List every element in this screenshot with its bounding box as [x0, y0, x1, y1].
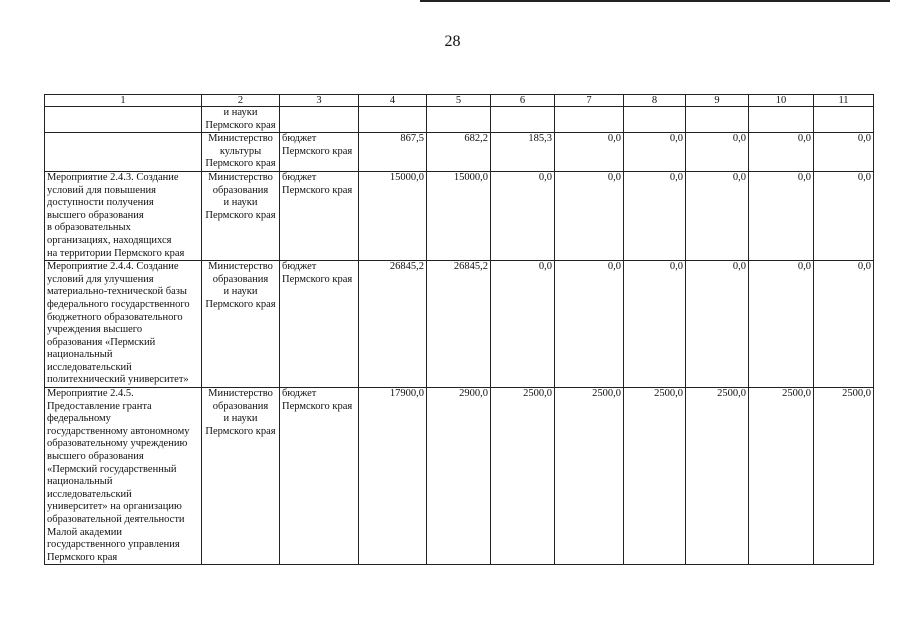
activity-cell-line: национальный	[47, 476, 113, 488]
activity-cell-line: исследовательский	[47, 488, 132, 500]
activity-cell-line: образования «Пермский	[47, 336, 156, 348]
value-cell	[749, 133, 814, 172]
activity-cell-line: Мероприятие 2.4.3. Создание	[47, 171, 179, 183]
value-cell	[624, 261, 686, 388]
value-cell	[427, 388, 491, 565]
value-text: 0,0	[732, 133, 746, 145]
source-cell	[280, 107, 359, 133]
header-cell: 4	[359, 95, 427, 107]
header-cell: 9	[686, 95, 749, 107]
value-cell	[624, 171, 686, 260]
table-row	[45, 261, 874, 388]
executor-cell-line: образования	[212, 400, 269, 412]
value-text: 2500,0	[523, 388, 552, 400]
executor-cell-line: Министерство	[208, 261, 273, 273]
executor-cell-line: Министерство	[208, 388, 273, 400]
value-cell	[814, 388, 874, 565]
source-cell-line: Пермского края	[282, 273, 353, 285]
activity-cell-line: «Пермский государственный	[47, 463, 177, 475]
value-text: 2500,0	[717, 388, 746, 400]
executor-cell	[202, 171, 280, 260]
value-text: 0,0	[732, 261, 746, 273]
activity-cell-line: Малой академии	[47, 526, 122, 538]
value-text: 0,0	[607, 133, 621, 145]
header-cell: 5	[427, 95, 491, 107]
executor-cell-line: Пермского края	[205, 209, 276, 221]
header-cell: 7	[555, 95, 624, 107]
activity-cell-line: университет» на организацию	[47, 501, 182, 513]
value-text: 15000,0	[389, 171, 424, 183]
executor-cell-line: Пермского края	[205, 298, 276, 310]
value-cell	[686, 133, 749, 172]
activity-cell	[45, 261, 202, 388]
activity-cell-line: Мероприятие 2.4.5.	[47, 388, 134, 400]
value-text: 682,2	[464, 133, 488, 145]
header-cell: 11	[814, 95, 874, 107]
source-cell-line: Пермского края	[282, 145, 353, 157]
activity-cell	[45, 171, 202, 260]
executor-cell-line: и науки	[223, 197, 258, 209]
source-cell	[280, 388, 359, 565]
value-cell	[427, 133, 491, 172]
header-cell: 6	[491, 95, 555, 107]
executor-cell-line: и науки	[223, 107, 258, 118]
value-text: 0,0	[797, 133, 811, 145]
header-cell: 2	[202, 95, 280, 107]
budget-table	[44, 94, 874, 565]
value-text: 0,0	[538, 171, 552, 183]
activity-cell-line: учреждения высшего	[47, 324, 143, 336]
source-cell	[280, 171, 359, 260]
value-text: 0,0	[857, 133, 871, 145]
value-cell	[686, 388, 749, 565]
value-text: 0,0	[732, 171, 746, 183]
activity-cell-line: политехнический университет»	[47, 374, 189, 386]
value-cell	[686, 261, 749, 388]
activity-cell-line: организациях, находящихся	[47, 234, 172, 246]
executor-cell-line: и науки	[223, 413, 258, 425]
executor-cell-line: образования	[212, 273, 269, 285]
source-cell	[280, 133, 359, 172]
activity-cell-line: Предоставление гранта	[47, 400, 152, 412]
value-text: 867,5	[400, 133, 424, 145]
value-text: 2500,0	[654, 388, 683, 400]
value-text: 0,0	[607, 261, 621, 273]
value-cell	[749, 171, 814, 260]
activity-cell	[45, 388, 202, 565]
executor-cell-line: и науки	[223, 286, 258, 298]
top-rule	[420, 0, 890, 2]
value-cell	[427, 171, 491, 260]
value-cell	[814, 133, 874, 172]
value-cell	[814, 171, 874, 260]
header-cell: 8	[624, 95, 686, 107]
activity-cell-line: в образовательных	[47, 222, 131, 234]
executor-cell-line: Министерство	[208, 171, 273, 183]
activity-cell-line: государственному автономному	[47, 425, 190, 437]
value-cell	[491, 171, 555, 260]
activity-cell-line: условий для улучшения	[47, 273, 154, 285]
value-cell	[555, 388, 624, 565]
activity-cell-line: федеральному	[47, 413, 111, 425]
table-row	[45, 171, 874, 260]
value-cell	[555, 107, 624, 133]
executor-cell-line: культуры	[219, 145, 262, 157]
activity-cell-line: бюджетного образовательного	[47, 311, 183, 323]
source-cell-line: бюджет	[282, 171, 317, 183]
activity-cell-line: образовательной деятельности	[47, 514, 185, 525]
value-cell	[491, 133, 555, 172]
value-cell	[491, 261, 555, 388]
activity-cell-line: условий для повышения	[47, 184, 156, 196]
value-text: 0,0	[669, 171, 683, 183]
value-text: 0,0	[607, 171, 621, 183]
header-cell: 1	[45, 95, 202, 107]
executor-cell-line: Пермского края	[205, 158, 276, 170]
value-cell	[749, 107, 814, 133]
value-cell	[359, 261, 427, 388]
activity-cell-line: высшего образования	[47, 209, 144, 221]
executor-cell	[202, 107, 280, 133]
value-cell	[749, 261, 814, 388]
executor-cell-line: Пермского края	[205, 119, 276, 131]
activity-cell-line: Мероприятие 2.4.4. Создание	[47, 261, 179, 273]
value-cell	[624, 133, 686, 172]
value-text: 0,0	[797, 261, 811, 273]
executor-cell-line: Министерство	[208, 133, 273, 145]
header-row	[45, 95, 874, 107]
executor-cell-line: Пермского края	[205, 425, 276, 437]
value-text: 0,0	[669, 261, 683, 273]
value-text: 2900,0	[459, 388, 488, 400]
value-text: 0,0	[857, 261, 871, 273]
activity-cell	[45, 107, 202, 133]
value-text: 15000,0	[453, 171, 488, 183]
value-cell	[359, 388, 427, 565]
table-row	[45, 107, 874, 133]
value-cell	[491, 388, 555, 565]
source-cell	[280, 261, 359, 388]
activity-cell-line: материально-технической базы	[47, 286, 187, 298]
activity-cell-line: доступности получения	[47, 197, 154, 209]
executor-cell	[202, 388, 280, 565]
value-cell	[359, 133, 427, 172]
source-cell-line: бюджет	[282, 133, 317, 145]
activity-cell-line: государственного управления	[47, 539, 180, 551]
header-cell: 10	[749, 95, 814, 107]
executor-cell	[202, 133, 280, 172]
value-cell	[555, 133, 624, 172]
activity-cell-line: высшего образования	[47, 451, 144, 463]
value-text: 0,0	[669, 133, 683, 145]
activity-cell	[45, 133, 202, 172]
value-text: 0,0	[857, 171, 871, 183]
value-text: 2500,0	[842, 388, 871, 400]
table-row	[45, 133, 874, 172]
source-cell-line: Пермского края	[282, 400, 353, 412]
activity-cell-line: национальный	[47, 349, 113, 361]
table-body	[45, 95, 874, 565]
activity-cell-line: исследовательский	[47, 361, 132, 373]
value-text: 17900,0	[389, 388, 424, 400]
value-text: 185,3	[528, 133, 552, 145]
source-cell-line: бюджет	[282, 388, 317, 400]
page-number: 28	[444, 33, 461, 50]
value-text: 2500,0	[592, 388, 621, 400]
value-cell	[814, 107, 874, 133]
value-cell	[555, 171, 624, 260]
value-text: 26845,2	[389, 261, 424, 273]
source-cell-line: бюджет	[282, 261, 317, 273]
value-cell	[749, 388, 814, 565]
activity-cell-line: образовательному учреждению	[47, 438, 188, 450]
value-cell	[686, 171, 749, 260]
value-text: 26845,2	[453, 261, 488, 273]
activity-cell-line: Пермского края	[47, 551, 118, 563]
executor-cell	[202, 261, 280, 388]
header-cell: 3	[280, 95, 359, 107]
value-cell	[427, 107, 491, 133]
value-cell	[686, 107, 749, 133]
value-text: 2500,0	[782, 388, 811, 400]
value-cell	[624, 107, 686, 133]
value-cell	[427, 261, 491, 388]
value-cell	[359, 107, 427, 133]
value-cell	[491, 107, 555, 133]
value-cell	[359, 171, 427, 260]
value-text: 0,0	[797, 171, 811, 183]
executor-cell-line: образования	[212, 184, 269, 196]
source-cell-line: Пермского края	[282, 184, 353, 196]
value-cell	[814, 261, 874, 388]
value-cell	[555, 261, 624, 388]
activity-cell-line: федерального государственного	[47, 298, 190, 310]
activity-cell-line: на территории Пермского края	[47, 247, 185, 259]
table-row	[45, 388, 874, 565]
value-cell	[624, 388, 686, 565]
value-text: 0,0	[538, 261, 552, 273]
